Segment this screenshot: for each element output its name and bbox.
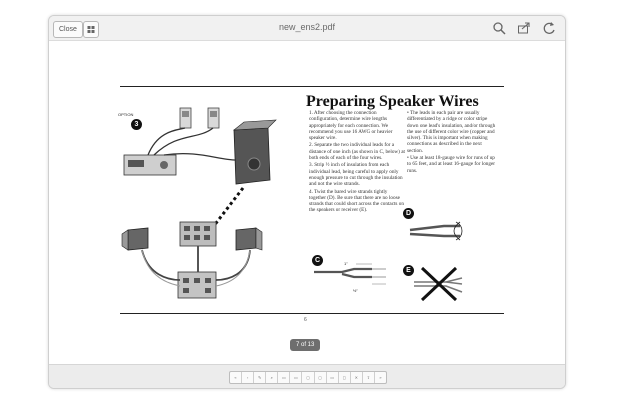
front-speaker-right (236, 228, 262, 250)
tool-text[interactable]: ▭ (327, 372, 339, 383)
figure-e-badge: E (403, 265, 414, 276)
figure-d-twisted-wire (408, 216, 470, 246)
step-item: 3. Strip ½ inch of insulation from each individual lead, being careful to apply only enough pressure to cut through the insulation and not the wire strands. (309, 162, 403, 188)
bottom-toolbar (49, 364, 565, 389)
front-speaker-left (122, 228, 148, 250)
tool-note[interactable]: ▭ (278, 372, 290, 383)
step-item: 4. Twist the bared wire strands tightly together (D). Be sure that there are no loose strands that could short across the contacts on the speakers or receiver (E). (309, 188, 404, 214)
option-label: OPTION (118, 112, 134, 117)
tool-pen[interactable]: ✎ (254, 372, 266, 383)
grid-icon (84, 22, 98, 37)
document-title: new_ens2.pdf (278, 22, 336, 32)
tool-shape[interactable]: ◻ (315, 372, 327, 383)
receiver (124, 155, 176, 175)
grid-view-button[interactable] (83, 21, 99, 38)
tool-export[interactable]: ⇧ (363, 372, 375, 383)
tool-last-page[interactable]: » (379, 375, 382, 380)
note-item: • Use at least 18-gauge wire for runs of up to 65 feet, and at least 16-gauge for longer runs. (407, 155, 496, 174)
speaker-wiring-diagram (118, 100, 298, 310)
steps-list (300, 110, 405, 215)
search-icon[interactable] (492, 21, 506, 35)
page-indicator: 7 of 13 (290, 339, 320, 351)
option-number-badge: 3 (131, 119, 142, 130)
amplifier (178, 272, 216, 298)
figure-d-badge: D (403, 208, 414, 219)
note-item: • The leads in each pair are usually differentiated by a ridge or color stripe down one lead's insulation, and/or through the use of different color wire (copper and silver). This is important when making connections as described in the next section. (407, 110, 496, 154)
tool-first-page[interactable]: « (230, 372, 242, 383)
notes-list (398, 110, 499, 175)
step-item: 1. After choosing the connection configuration, determine wire lengths appropriately for each connection. We recommend you use 16 AWG or heavier speaker wire. (309, 110, 393, 142)
page-top-rule (120, 86, 504, 87)
tool-stamp[interactable]: ◻ (339, 372, 351, 383)
figure-e-incorrect-wire (412, 264, 468, 304)
page-bottom-rule (120, 313, 504, 314)
title-bar (49, 16, 565, 41)
figure-c-badge: C (312, 255, 323, 266)
pdf-heading: Preparing Speaker Wires (306, 93, 479, 110)
pdf-page-number: 6 (304, 317, 307, 323)
tool-previous[interactable]: ‹ (242, 372, 254, 383)
tool-find[interactable]: ⌕ (266, 372, 278, 383)
measure-half-inch: ½" (353, 288, 358, 293)
measure-one-inch: 1" (344, 261, 348, 266)
share-icon[interactable] (517, 21, 531, 35)
subwoofer (234, 120, 276, 184)
rotate-icon[interactable] (542, 21, 556, 35)
step-item: 2. Separate the two individual leads for a distance of one inch (as shown in C, below) at both ends of each of the four wires. (309, 142, 405, 162)
rear-speaker-right (208, 108, 219, 128)
close-button[interactable]: Close (53, 21, 83, 38)
rear-speaker-left (180, 108, 191, 128)
tool-highlight[interactable]: ▭ (290, 372, 302, 383)
figure-c-wire (312, 262, 392, 290)
junction-box (180, 222, 216, 246)
tool-box[interactable]: ◻ (302, 372, 314, 383)
annotation-tools (229, 371, 387, 384)
tool-delete[interactable]: ✕ (351, 372, 363, 383)
